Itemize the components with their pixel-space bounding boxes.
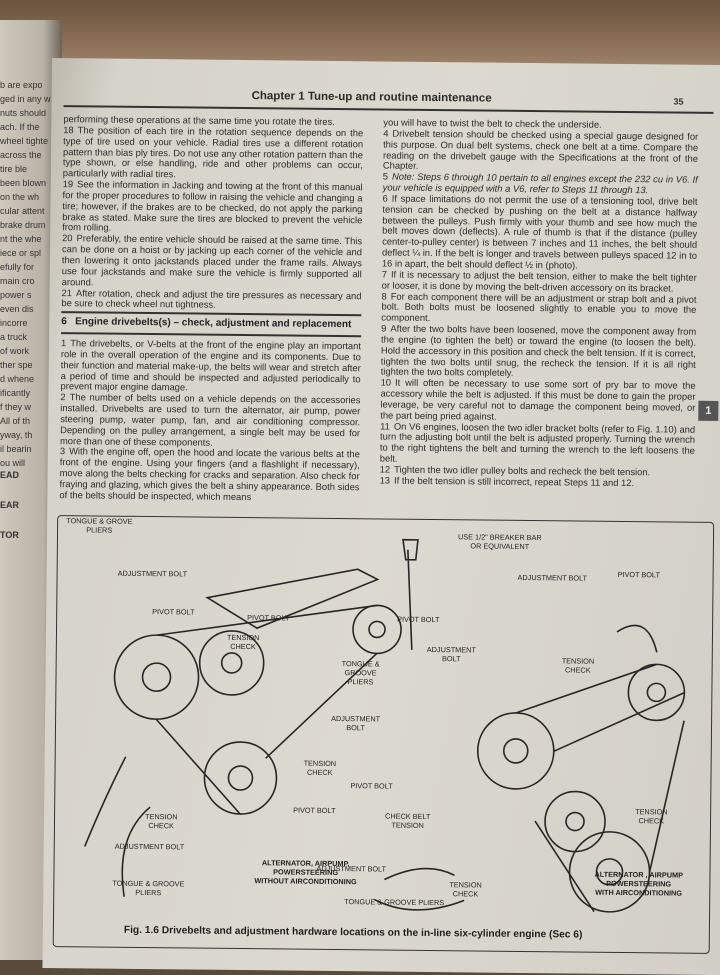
paragraph — [63, 125, 364, 182]
paragraph-text: Preferably, the entire vehicle should be raised at the same time. This can be done on a hoist or by jacking up each corner of the vehicle and then lowering it onto jackstands placed under the frame rails. Always use four jackstands and make sure the vehicle is firmly supported all around. — [61, 232, 363, 288]
paragraph-text: Tighten the two idler pulley bolts and recheck the belt tension. — [394, 463, 651, 478]
paragraph-text: The number of belts used on a vehicle depends on the accessories installed. Drivebelts are used to turn the alternator, air pump, power steering pump, water pump, fan, and air conditioning compressor. Depending on the pulley arrangement, a single belt may be used for more than one of these components. — [59, 391, 361, 448]
figure-label: PIVOT BOLT — [617, 569, 660, 580]
paragraph — [60, 392, 361, 449]
step-number: 19 — [62, 178, 74, 190]
figure-label: PIVOT BOLT — [350, 781, 393, 791]
step-number: 7 — [381, 268, 388, 280]
previous-page-text: tire ble — [0, 164, 28, 174]
paragraph-text: Note: Steps 6 through 10 pertain to all engines except the 232 cu in V6. If your vehicle is equipped with a V6, refer to Steps 11 through 13. — [382, 170, 698, 196]
previous-page-text: b are expo — [0, 80, 43, 90]
previous-page-text: ou will — [0, 458, 26, 468]
paragraph-text: The position of each tire in the rotation sequence depends on the type of tire used on your vehicle. Radial tires use a different rotation pattern than bias ply tires. Do not use any other rotation pattern than the type shown, or else handling, ride and other problems can occur, particularly with radial tires. — [62, 124, 364, 180]
paragraph — [380, 378, 695, 425]
figure-label: PIVOT BOLT — [247, 613, 290, 623]
previous-page-text: power s — [0, 290, 32, 300]
section-title: Engine drivebelts(s) – check, adjustment and replacement — [75, 316, 352, 331]
figure-label: ADJUSTMENT BOLT — [114, 841, 185, 852]
paragraph-text: With the engine off, open the hood and locate the various belts at the front of the engine. Using your fingers (and a flashlight if necessary), move along the belts checking for cracks and separation. Also check for fraying and glazing, which gives the belt a shiny appearance. Both sides of the belts should be inspected, which means — [59, 445, 360, 502]
figure-label: TENSION CHECK — [635, 807, 668, 826]
paragraph — [62, 179, 363, 236]
figure-label: PIVOT BOLT — [293, 805, 336, 816]
step-number: 8 — [381, 289, 387, 302]
step-number: 5 — [382, 170, 389, 182]
figure-label: CHECK BELT TENSION — [385, 811, 431, 830]
previous-page-text: a truck — [0, 332, 28, 342]
paragraph — [59, 447, 360, 504]
left-column-section — [59, 338, 361, 504]
previous-page-text: ged in any w — [0, 94, 51, 104]
step-number: 18 — [63, 123, 74, 136]
paragraph — [383, 128, 698, 175]
paragraph — [381, 323, 697, 381]
figure-label: USE 1/2" BREAKER BAR OR EQUIVALENT — [457, 532, 542, 552]
paragraph-text: It will often be necessary to use some sort of pry bar to move the accessory while the belt is adjusted. If this must be done to gain the proper leverage, be very careful not to damage the component being moved, or the part being pried against. — [380, 376, 696, 422]
step-number: 20 — [62, 232, 73, 244]
figure-label: TONGUE & GROOVE PLIERS — [341, 659, 380, 687]
previous-page-text: brake drum — [0, 220, 46, 230]
figure-label: ADJUSTMENT BOLT — [517, 572, 588, 583]
figure-label: TENSION CHECK — [449, 880, 482, 899]
manual-page — [42, 58, 720, 975]
paragraph-text: Drivebelt tension should be checked using a special gauge designed for this purpose. On dual belt systems, check one belt at a time. Compare the reading on the drivebelt gauge with the Specifications at the front of the Chapter. — [382, 127, 699, 172]
paragraph-text: After the two bolts have been loosened, move the component away from the engine (to tighten the belt) or toward the engine (to loosen the belt). Hold the accessory in this position and check the belt tension. If it is correct, tighten the two bolts until snug, the recheck the tension. If it is all right tighten the two bolts completely. — [380, 322, 697, 379]
figure-label: ADJUSTMENT BOLT — [331, 713, 381, 733]
previous-page-text: ificantly — [0, 388, 31, 398]
step-number: 13 — [379, 474, 391, 486]
paragraph-text: you will have to twist the belt to check the underside. — [383, 116, 602, 130]
previous-page-text: on the wh — [0, 192, 40, 202]
step-number: 4 — [383, 127, 389, 139]
paragraph-text: See the information in Jacking and towing at the front of this manual for the proper procedures to follow in raising the vehicle and changing a tire; however, if the brakes are to be checked, do not apply the parking brake as stated. Make sure the tires are blocked to prevent the vehicle from rolling. — [62, 178, 363, 234]
previous-page-text: ther spe — [0, 360, 33, 370]
figure-label: TENSION CHECK — [145, 812, 178, 831]
paragraph-text: After rotation, check and adjust the tire pressures as necessary and be sure to check wheel nut tightness. — [61, 286, 362, 311]
figure-label: TONGUE & GROOVE PLIERS — [112, 878, 185, 898]
figure-label: TONGUE & GROVE PLIERS — [66, 516, 133, 535]
left-column-top — [61, 114, 363, 312]
previous-page-text: EAR — [0, 500, 20, 510]
paragraph — [62, 233, 363, 290]
previous-page-text: nt the whe — [0, 234, 42, 244]
chapter-thumb-tab: 1 — [698, 401, 718, 421]
figure-label: TENSION CHECK — [303, 758, 337, 777]
previous-page-text: wheel tighte — [0, 136, 49, 146]
previous-page-text: f they w — [0, 402, 32, 412]
previous-page-text: TOR — [0, 530, 19, 540]
header-rule — [63, 105, 713, 113]
step-number: 10 — [380, 376, 392, 388]
figure-label: TENSION CHECK — [226, 632, 260, 652]
previous-page-text: yway, th — [0, 430, 33, 440]
previous-page-text: of work — [0, 346, 30, 356]
previous-page-text: All of th — [0, 416, 31, 426]
previous-page-text: even dis — [0, 304, 34, 314]
paragraph — [382, 193, 698, 272]
previous-page-text: nuts should — [0, 108, 47, 118]
chapter-header: Chapter 1 Tune-up and routine maintenance — [251, 90, 492, 105]
paragraph-text: On V6 engines, loosen the two idler bracket bolts (refer to Fig. 1.10) and turn the adjusting bolt until the belt is adjusted properly. Turning the wrench to the right tightens the belt and turning the wrench to the left loosens the belt. — [379, 420, 696, 464]
paragraph — [60, 338, 361, 395]
figure-label: ADJUSTMENT BOLT — [426, 644, 476, 664]
paragraph — [380, 421, 695, 468]
paragraph — [381, 291, 696, 327]
paragraph-text: The drivebelts, or V-belts at the front of the engine play an important role in the overall operation of the engine and its components. Due to their function and material make-up, the belts will wear and stretch after a period of time and should be inspected and adjusted periodically to prevent major engine damage. — [60, 337, 362, 393]
previous-page-text: ach. If the — [0, 122, 40, 132]
step-number: 11 — [380, 420, 390, 432]
step-number: 12 — [379, 463, 391, 475]
figure-1-6 — [53, 515, 714, 954]
step-number: 3 — [59, 445, 66, 457]
figure-label: TONGUE & GROOVE PLIERS — [344, 897, 445, 908]
previous-page-text: across the — [0, 150, 42, 160]
figure-label: ADJUSTMENT BOLT — [117, 568, 188, 579]
previous-page-text: d whene — [0, 374, 35, 384]
figure-caption: Fig. 1.6 Drivebelts and adjustment hardware locations on the in-line six-cylinder engine (Sec 6) — [123, 924, 583, 941]
previous-page-text: iece or spl — [0, 248, 42, 258]
paragraph-text: For each component there will be an adjustment or strap bolt and a pivot bolt. Both bolts must be loosened slightly to enable you to move the component. — [381, 290, 697, 324]
previous-page-text: il bearin — [0, 444, 32, 454]
previous-page-text: main cro — [0, 276, 35, 286]
section-heading — [61, 316, 361, 330]
section-rule-bottom — [61, 332, 361, 337]
figure-label: TENSION CHECK — [561, 656, 595, 675]
engine-right-drawing — [374, 539, 686, 912]
step-number: 9 — [381, 322, 387, 334]
step-number: 6 — [382, 192, 388, 204]
figure-label: PIVOT BOLT — [152, 607, 195, 617]
paragraph-text: If it is necessary to adjust the belt tension, either to make the belt tighter or looser, it is done by moving the belt-driven accessory on its bracket. — [381, 268, 697, 294]
previous-page-text: been blown — [0, 178, 47, 188]
figure-label: ALTERNATOR , AIRPUMP POWERSTEERING WITH AIRCONDITIONING — [594, 869, 684, 898]
page-number: 35 — [673, 96, 684, 107]
figure-label: ADJUSTMENT BOLT — [316, 863, 387, 874]
previous-page-text: EAD — [0, 470, 20, 480]
previous-page-text: incorre — [0, 318, 28, 328]
paragraph-text: performing these operations at the same time you rotate the tires. — [63, 113, 335, 127]
paragraph-text: If the belt tension is still incorrect, repeat Steps 11 and 12. — [393, 474, 635, 488]
step-number: 2 — [60, 391, 66, 403]
previous-page-text: efully for — [0, 262, 35, 272]
previous-page-text: cular attent — [0, 206, 45, 216]
section-number: 6 — [61, 316, 67, 328]
figure-label: ALTERNATOR, AIRPUMP, POWERSTEERING WITHOUT AIRCONDITIONING — [254, 858, 357, 887]
right-column — [380, 117, 699, 489]
step-number: 21 — [61, 286, 73, 298]
paragraph-text: If space limitations do not permit the use of a tensioning tool, drive belt tension can be checked by pushing on the belt at a distance halfway between the pulleys. Push firmly with your thumb and see how much the belt moves down (deflects). A rule of thumb is that if the distance (pulley center-to-pulley center) is between 7 inches and 11 inches, the belt should deflect ¼ in. If the belt is longer and travels between pulleys spaced 12 in to 16 in apart, the belt should deflect ½ in (photo). — [381, 192, 698, 271]
step-number: 1 — [60, 337, 67, 349]
figure-label: PIVOT BOLT — [397, 614, 440, 625]
paragraph — [61, 288, 361, 313]
